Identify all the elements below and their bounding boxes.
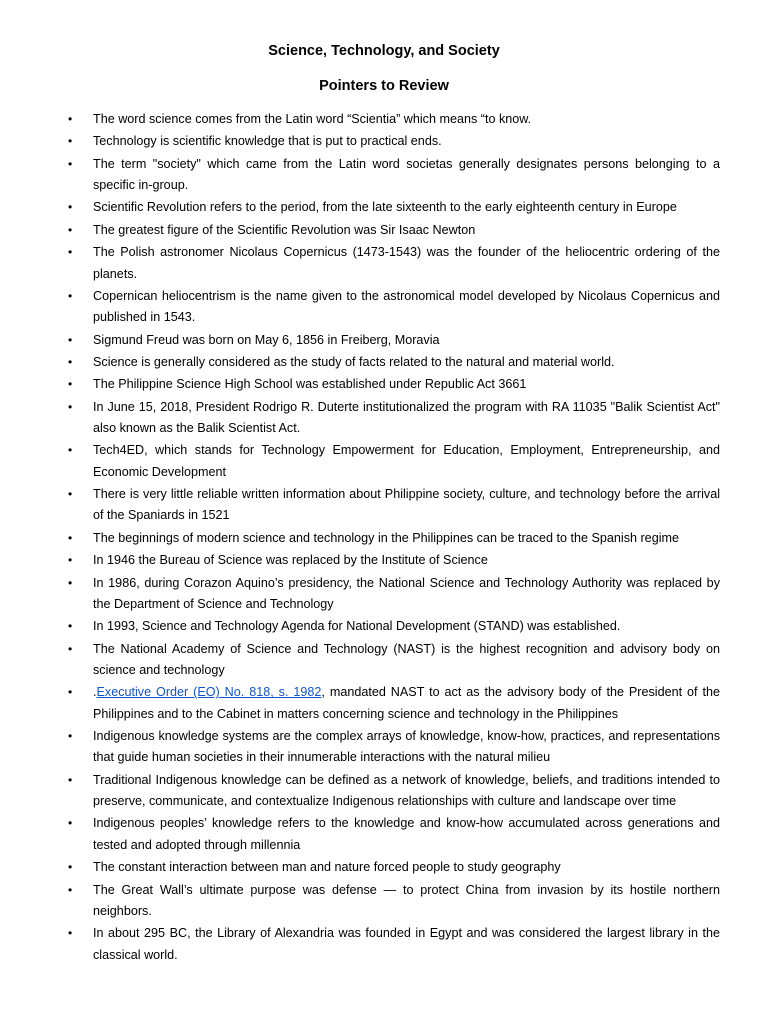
bullet-icon: •	[68, 355, 73, 370]
list-item-text: Copernican heliocentrism is the name given to the astronomical model developed by Nicolaus Copernicus and published in 1543.	[93, 288, 720, 325]
list-item-text: The constant interaction between man and nature forced people to study geography	[93, 860, 561, 875]
bullet-icon: •	[68, 399, 73, 414]
list-item	[68, 242, 720, 285]
bullet-icon: •	[68, 860, 73, 875]
list-item-text: The word science comes from the Latin word “Scientia” which means “to know.	[93, 112, 532, 126]
list-item	[68, 573, 720, 616]
bullet-icon: •	[68, 200, 73, 215]
bullet-icon: •	[68, 619, 73, 634]
list-item-text: The beginnings of modern science and technology in the Philippines can be traced to the Spanish regime	[93, 530, 679, 545]
list-item-text: Science is generally considered as the study of facts related to the natural and material world.	[93, 355, 615, 370]
list-item	[68, 154, 720, 197]
list-item-text: In June 15, 2018, President Rodrigo R. Duterte institutionalized the program with RA 11035 "Balik Scientist Act" also known as the Balik Scientist Act.	[93, 399, 720, 436]
list-item-text: The greatest figure of the Scientific Revolution was Sir Isaac Newton	[93, 222, 476, 237]
list-item	[68, 220, 720, 241]
list-item-text: , mandated NAST to act as the advisory body of the President of the Philippines and to the Cabinet in matters concerning science and technology in the Philippines	[93, 685, 720, 721]
bullet-icon: •	[68, 772, 73, 787]
list-item-text: Tech4ED, which stands for Technology Empowerment for Education, Employment, Entrepreneurship, and Economic Development	[93, 443, 720, 479]
bullet-icon: •	[68, 882, 73, 897]
bullet-icon: •	[68, 575, 73, 590]
list-item	[68, 197, 720, 218]
list-item	[68, 528, 720, 549]
list-item-text: The Polish astronomer Nicolaus Copernicus (1473-1543) was the founder of the heliocentric ordering of the planets.	[93, 245, 720, 281]
bullet-icon: •	[68, 288, 73, 303]
bullet-icon: •	[68, 926, 73, 941]
list-item	[68, 330, 720, 351]
bullet-icon: •	[68, 332, 73, 347]
list-item-prefix: .	[93, 685, 97, 700]
bullet-icon: •	[68, 816, 73, 831]
bullet-list	[0, 109, 768, 966]
bullet-icon: •	[68, 685, 73, 700]
list-item-text: In 1986, during Corazon Aquino’s presidency, the National Science and Technology Authority was replaced by the Department of Science and Technology	[93, 575, 720, 611]
bullet-icon: •	[68, 487, 73, 502]
bullet-icon: •	[68, 222, 73, 237]
bullet-icon: •	[68, 134, 73, 149]
bullet-icon: •	[68, 245, 73, 260]
list-item-text: Indigenous knowledge systems are the complex arrays of knowledge, know-how, practices, and representations that guide human societies in their innumerable interactions with the natural milieu	[93, 729, 720, 765]
bullet-icon: •	[68, 553, 73, 568]
list-item	[68, 352, 720, 373]
list-item-text: Technology is scientific knowledge that is put to practical ends.	[93, 134, 442, 149]
list-item	[68, 374, 720, 395]
list-item	[68, 682, 720, 725]
bullet-icon: •	[68, 112, 73, 126]
list-item	[68, 923, 720, 966]
bullet-icon: •	[68, 530, 73, 545]
executive-order-link[interactable]: Executive Order (EO) No. 818, s. 1982	[96, 685, 322, 700]
list-item-text: There is very little reliable written information about Philippine society, culture, and technology before the arrival of the Spaniards in 1521	[93, 487, 720, 523]
list-item	[68, 286, 720, 329]
document-title: Science, Technology, and Society	[268, 43, 500, 59]
list-item	[68, 639, 720, 682]
list-item-text: Sigmund Freud was born on May 6, 1856 in Freiberg, Moravia	[93, 332, 440, 347]
bullet-icon: •	[68, 729, 73, 744]
list-item-text: The Philippine Science High School was established under Republic Act 3661	[93, 377, 527, 392]
list-item	[68, 131, 720, 152]
list-item-text: In 1993, Science and Technology Agenda for National Development (STAND) was established.	[93, 619, 621, 634]
list-item	[68, 857, 720, 878]
list-item-text: In 1946 the Bureau of Science was replaced by the Institute of Science	[93, 553, 488, 568]
list-item	[68, 484, 720, 527]
list-item	[68, 770, 720, 813]
list-item	[68, 550, 720, 571]
list-item	[68, 726, 720, 769]
bullet-icon: •	[68, 641, 73, 656]
list-item-text: In about 295 BC, the Library of Alexandria was founded in Egypt and was considered the largest library in the classical world.	[93, 926, 720, 962]
list-item-text: Indigenous peoples’ knowledge refers to the knowledge and know-how accumulated across generations and tested and adopted through millennia	[93, 816, 720, 852]
bullet-icon: •	[68, 443, 73, 458]
bullet-icon: •	[68, 156, 73, 171]
list-item	[68, 397, 720, 440]
list-item	[68, 109, 720, 130]
list-item-text: Traditional Indigenous knowledge can be defined as a network of knowledge, beliefs, and traditions intended to preserve, communicate, and contextualize Indigenous relationships with culture and landscape over time	[93, 772, 720, 809]
list-item-text: The term "society" which came from the Latin word societas generally designates persons belonging to a specific in-group.	[93, 156, 720, 193]
list-item-text: The National Academy of Science and Technology (NAST) is the highest recognition and advisory body on science and technology	[93, 641, 720, 678]
list-item	[68, 440, 720, 483]
list-item	[68, 880, 720, 923]
document-subtitle: Pointers to Review	[319, 78, 449, 94]
list-item-text: Scientific Revolution refers to the period, from the late sixteenth to the early eighteenth century in Europe	[93, 200, 677, 215]
list-item	[68, 616, 720, 637]
bullet-icon: •	[68, 377, 73, 392]
list-item	[68, 813, 720, 856]
list-item-text: The Great Wall’s ultimate purpose was defense — to protect China from invasion by its hostile northern neighbors.	[93, 882, 720, 918]
